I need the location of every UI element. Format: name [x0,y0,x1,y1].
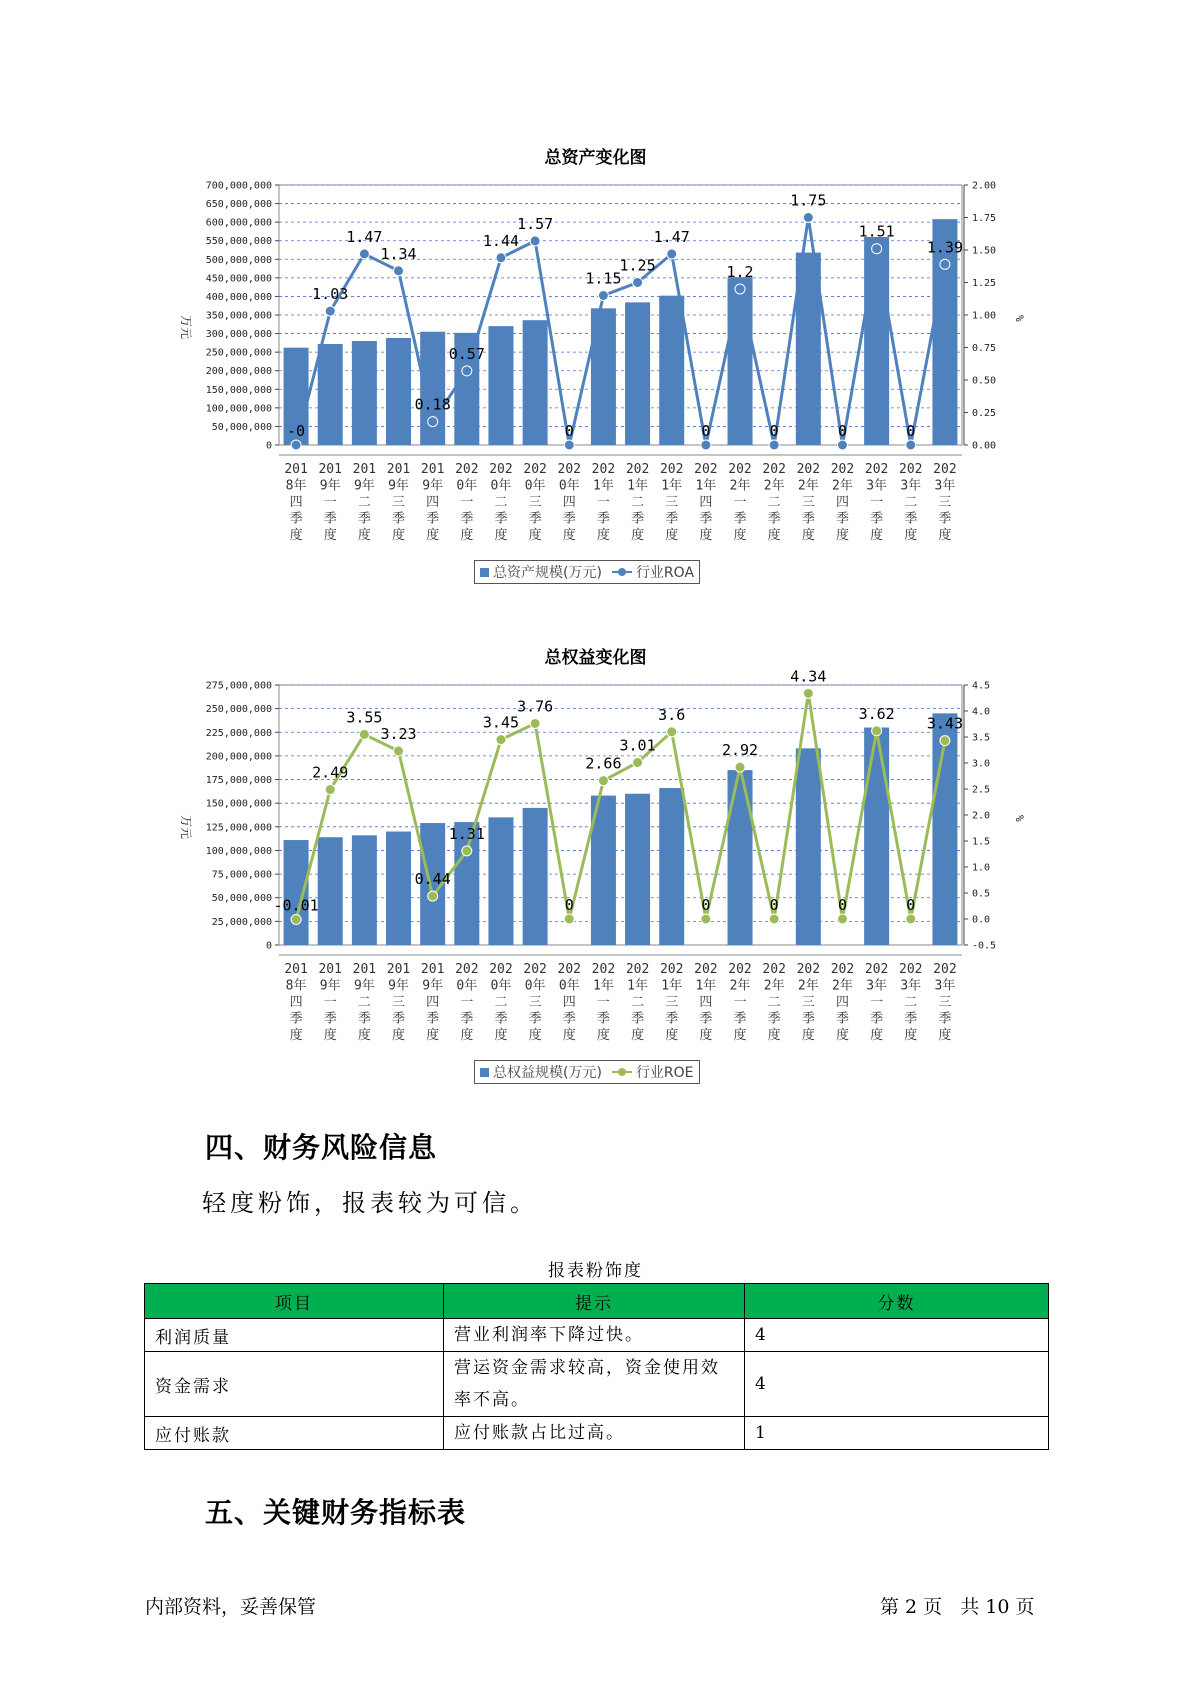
x-tick-label: 202 1年二季度 [625,462,650,543]
bar [659,788,684,945]
x-tick-label: 202 3年三季度 [933,462,957,543]
legend-line-label: 行业ROA [635,565,695,581]
bar [864,728,889,945]
data-label: 0 [906,896,916,914]
line-point [359,249,369,259]
data-label: 2.92 [721,741,759,760]
bar [728,277,753,445]
line-point [496,735,506,745]
y2-tick-label: 0.75 [972,343,997,354]
data-label: 0 [837,422,847,440]
line-point [496,253,506,263]
data-label: 1.34 [380,244,417,263]
line-point [564,440,574,450]
table-row [145,1319,1049,1352]
line-point [598,776,608,786]
section4-heading: 四、财务风险信息 [205,1131,438,1164]
y-axis-label: 万元 [179,815,193,840]
y2-tick-label: 1.0 [972,862,991,874]
data-label: 0.57 [448,344,485,363]
y-tick-label: 250,000,000 [205,704,272,716]
line-point [940,259,950,269]
y-tick-label: 100,000,000 [205,403,272,415]
legend-bar-swatch [480,568,489,577]
bar [386,338,411,445]
data-label: 1.31 [448,824,485,843]
line-point [667,249,677,259]
table-caption: 报表粉饰度 [548,1261,643,1281]
y-tick-label: 150,000,000 [205,798,272,810]
bar [318,837,343,945]
line-point [530,718,540,728]
x-tick-label: 202 2年二季度 [762,962,786,1043]
line-point [906,440,916,450]
bar [728,770,753,945]
x-tick-label: 202 0年三季度 [523,962,547,1043]
legend-bar-label: 总权益规模(万元) [493,1065,602,1081]
y2-tick-label: 4.5 [972,680,991,692]
y2-axis-label: % [1013,815,1026,822]
data-label: 0 [701,896,711,914]
y2-tick-label: 1.5 [972,836,991,848]
row-hint: 应付账款占比过高。 [444,1417,745,1450]
x-tick-label: 202 2年四季度 [830,462,855,543]
x-tick-label: 202 2年三季度 [796,962,821,1043]
y2-tick-label: 4.0 [972,706,991,718]
data-label: 4.34 [790,667,827,686]
x-tick-label: 202 3年三季度 [933,962,957,1043]
y-tick-label: 250,000,000 [205,347,272,359]
data-label: 2.66 [585,754,622,773]
data-label: 1.03 [312,285,349,304]
line-point [872,244,882,254]
x-tick-label: 202 0年四季度 [557,462,582,543]
data-label: 0 [837,896,847,914]
bar [386,832,411,945]
bar [625,302,650,445]
line-point [803,688,813,698]
line-point [837,914,847,924]
data-label: 0 [701,422,711,440]
y-tick-label: 450,000,000 [205,273,272,285]
risk-table [144,1283,1049,1450]
data-label: 0.44 [414,870,451,889]
x-tick-label: 202 1年四季度 [694,962,718,1043]
data-label: 1.15 [585,269,622,288]
row-score: 4 [745,1319,1049,1352]
y2-tick-label: 2.5 [972,784,991,796]
line-point [940,736,950,746]
x-tick-label: 202 3年二季度 [899,962,923,1043]
x-tick-label: 202 1年二季度 [625,962,650,1043]
y-tick-label: 700,000,000 [205,180,272,192]
x-tick-label: 202 1年三季度 [659,962,684,1043]
table-row [145,1352,1049,1417]
line-point [598,291,608,301]
footer-page-number: 第 2 页 共 10 页 [880,1596,1035,1618]
data-label: 1.57 [517,214,554,233]
y-tick-label: 125,000,000 [205,822,272,834]
col-header-score: 分数 [745,1284,1049,1319]
x-tick-label: 202 1年三季度 [659,462,684,543]
line-point [633,278,643,288]
data-label: 2.49 [312,763,349,782]
row-item: 资金需求 [145,1352,444,1417]
line-point [803,213,813,223]
data-label: 3.43 [926,714,963,733]
line-point [462,846,472,856]
line-point [564,914,574,924]
row-item: 利润质量 [145,1319,444,1352]
y2-tick-label: 1.50 [972,245,997,257]
x-tick-label: 202 3年二季度 [899,462,923,543]
y-tick-label: 350,000,000 [205,310,272,322]
x-tick-label: 202 1年一季度 [591,962,616,1043]
line-point [633,757,643,767]
bar [318,344,343,445]
row-hint: 营运资金需求较高，资金使用效率不高。 [444,1352,745,1417]
data-label: -0.01 [273,896,319,915]
y-axis-label: 万元 [179,315,193,340]
x-tick-label: 202 2年三季度 [796,462,821,543]
x-tick-label: 202 2年一季度 [728,962,752,1043]
line-point [735,762,745,772]
line-point [769,440,779,450]
legend-line-label: 行业ROE [635,1065,694,1081]
y2-tick-label: 0.5 [972,888,991,900]
y2-tick-label: 3.5 [972,732,991,744]
y-tick-label: 650,000,000 [205,199,272,211]
data-label: -0 [287,422,306,440]
x-tick-label: 201 9年二季度 [352,962,377,1043]
line-point [462,366,472,376]
row-score: 1 [745,1417,1049,1450]
data-label: 3.6 [658,705,686,724]
x-tick-label: 201 9年三季度 [386,962,411,1043]
col-header-item: 项目 [145,1284,444,1319]
y-tick-label: 300,000,000 [205,329,272,341]
data-label: 0 [769,422,779,440]
y-tick-label: 150,000,000 [205,384,272,396]
x-tick-label: 202 1年四季度 [694,462,718,543]
legend-bar-swatch [480,1068,489,1077]
y2-tick-label: 1.00 [972,310,997,322]
line-point [325,306,335,316]
y-tick-label: 550,000,000 [205,236,272,248]
line-point [701,440,711,450]
data-label: 0 [564,422,574,440]
risk-summary: 轻度粉饰，报表较为可信。 [202,1189,538,1217]
y-tick-label: 200,000,000 [205,366,272,378]
y-tick-label: 50,000,000 [211,421,272,433]
row-score: 4 [745,1352,1049,1417]
line-point [428,417,438,427]
table-row [145,1417,1049,1450]
y-tick-label: 0 [265,440,272,452]
line-point [735,284,745,294]
y2-tick-label: 2.00 [972,180,997,192]
y-tick-label: 100,000,000 [205,845,272,857]
data-label: 3.62 [858,704,895,723]
line-point [428,891,438,901]
y2-tick-label: 1.75 [972,213,997,224]
data-label: 1.51 [858,222,895,241]
y2-axis-label: % [1013,315,1026,322]
y2-tick-label: 0.00 [972,440,997,452]
y-tick-label: 275,000,000 [205,680,272,692]
bar [659,296,684,445]
line-point [394,746,404,756]
line-point [906,914,916,924]
data-label: 0.18 [414,395,451,414]
y-tick-label: 600,000,000 [205,217,272,229]
bar [625,794,650,945]
col-header-hint: 提示 [444,1284,745,1319]
bar [523,808,548,945]
data-label: 3.23 [380,725,417,744]
line-point [359,729,369,739]
y2-tick-label: 0.50 [972,375,997,387]
x-tick-label: 201 9年一季度 [318,962,342,1043]
legend-line-swatch [612,1071,632,1073]
assets-chart-title: 总资产变化图 [544,148,647,168]
data-label: 1.75 [790,191,827,210]
y2-tick-label: 3.0 [972,758,991,770]
data-label: 1.25 [619,256,656,275]
x-tick-label: 202 2年四季度 [830,962,855,1043]
data-label: 0 [564,896,574,914]
y2-tick-label: 1.25 [972,278,997,289]
data-label: 1.2 [726,263,754,281]
equity-chart [0,667,1191,1070]
y-tick-label: 0 [265,940,272,952]
y-tick-label: 75,000,000 [211,869,272,881]
line-point [837,440,847,450]
x-tick-label: 202 1年一季度 [591,462,616,543]
bar [352,835,377,945]
assets-chart-legend [474,560,700,584]
x-tick-label: 201 8年四季度 [284,962,308,1043]
x-tick-label: 202 0年一季度 [455,462,479,543]
line-point [701,914,711,924]
y-tick-label: 25,000,000 [211,916,272,928]
y-tick-label: 175,000,000 [205,775,272,787]
x-tick-label: 201 9年四季度 [420,462,445,543]
data-label: 1.39 [926,238,963,257]
x-tick-label: 202 2年二季度 [762,462,786,543]
y-tick-label: 200,000,000 [205,751,272,763]
data-label: 1.44 [482,231,520,250]
bar [796,748,821,945]
bar [523,320,548,445]
line-point [667,727,677,737]
line-point [394,266,404,276]
bar [488,326,513,445]
data-label: 1.47 [653,227,690,246]
line-point [530,236,540,246]
x-tick-label: 202 0年四季度 [557,962,582,1043]
y-tick-label: 400,000,000 [205,291,272,303]
x-tick-label: 201 9年二季度 [352,462,377,543]
legend-line-swatch [612,571,632,573]
y2-tick-label: 0.25 [972,408,997,419]
line-point [769,914,779,924]
data-label: 3.45 [482,713,520,732]
equity-chart-legend [474,1060,700,1084]
x-tick-label: 201 9年四季度 [420,962,445,1043]
table-header-row [145,1284,1049,1319]
x-tick-label: 202 0年一季度 [455,962,479,1043]
equity-chart-title: 总权益变化图 [544,648,647,668]
line-point [872,726,882,736]
line-point [325,785,335,795]
y-tick-label: 500,000,000 [205,254,272,266]
bar [352,341,377,445]
x-tick-label: 202 3年一季度 [864,462,889,543]
x-tick-label: 202 0年三季度 [523,462,547,543]
x-tick-label: 202 3年一季度 [864,962,889,1043]
y2-tick-label: 0.0 [972,914,991,926]
x-tick-label: 201 9年三季度 [386,462,411,543]
data-label: 3.01 [619,736,656,755]
footer-left: 内部资料，妥善保管 [145,1596,317,1618]
x-tick-label: 201 8年四季度 [284,462,308,543]
data-label: 1.47 [346,227,383,246]
assets-chart [0,170,1191,570]
bar [284,840,309,945]
row-item: 应付账款 [145,1417,444,1450]
x-tick-label: 201 9年一季度 [318,462,342,543]
y2-tick-label: -0.5 [972,940,997,952]
data-label: 0 [906,422,916,440]
line-point [291,915,301,925]
section5-heading: 五、关键财务指标表 [205,1496,467,1529]
data-label: 3.55 [346,708,383,727]
x-tick-label: 202 2年一季度 [728,462,752,543]
data-label: 3.76 [517,697,554,716]
x-tick-label: 202 0年二季度 [489,462,513,543]
row-hint: 营业利润率下降过快。 [444,1319,745,1352]
line-point [291,440,301,450]
y-tick-label: 50,000,000 [211,893,272,905]
bar [864,237,889,445]
bar [488,817,513,945]
y2-tick-label: 2.0 [972,810,991,822]
x-tick-label: 202 0年二季度 [489,962,513,1043]
y-tick-label: 225,000,000 [205,727,272,739]
legend-bar-label: 总资产规模(万元) [493,565,602,581]
data-label: 0 [769,896,779,914]
